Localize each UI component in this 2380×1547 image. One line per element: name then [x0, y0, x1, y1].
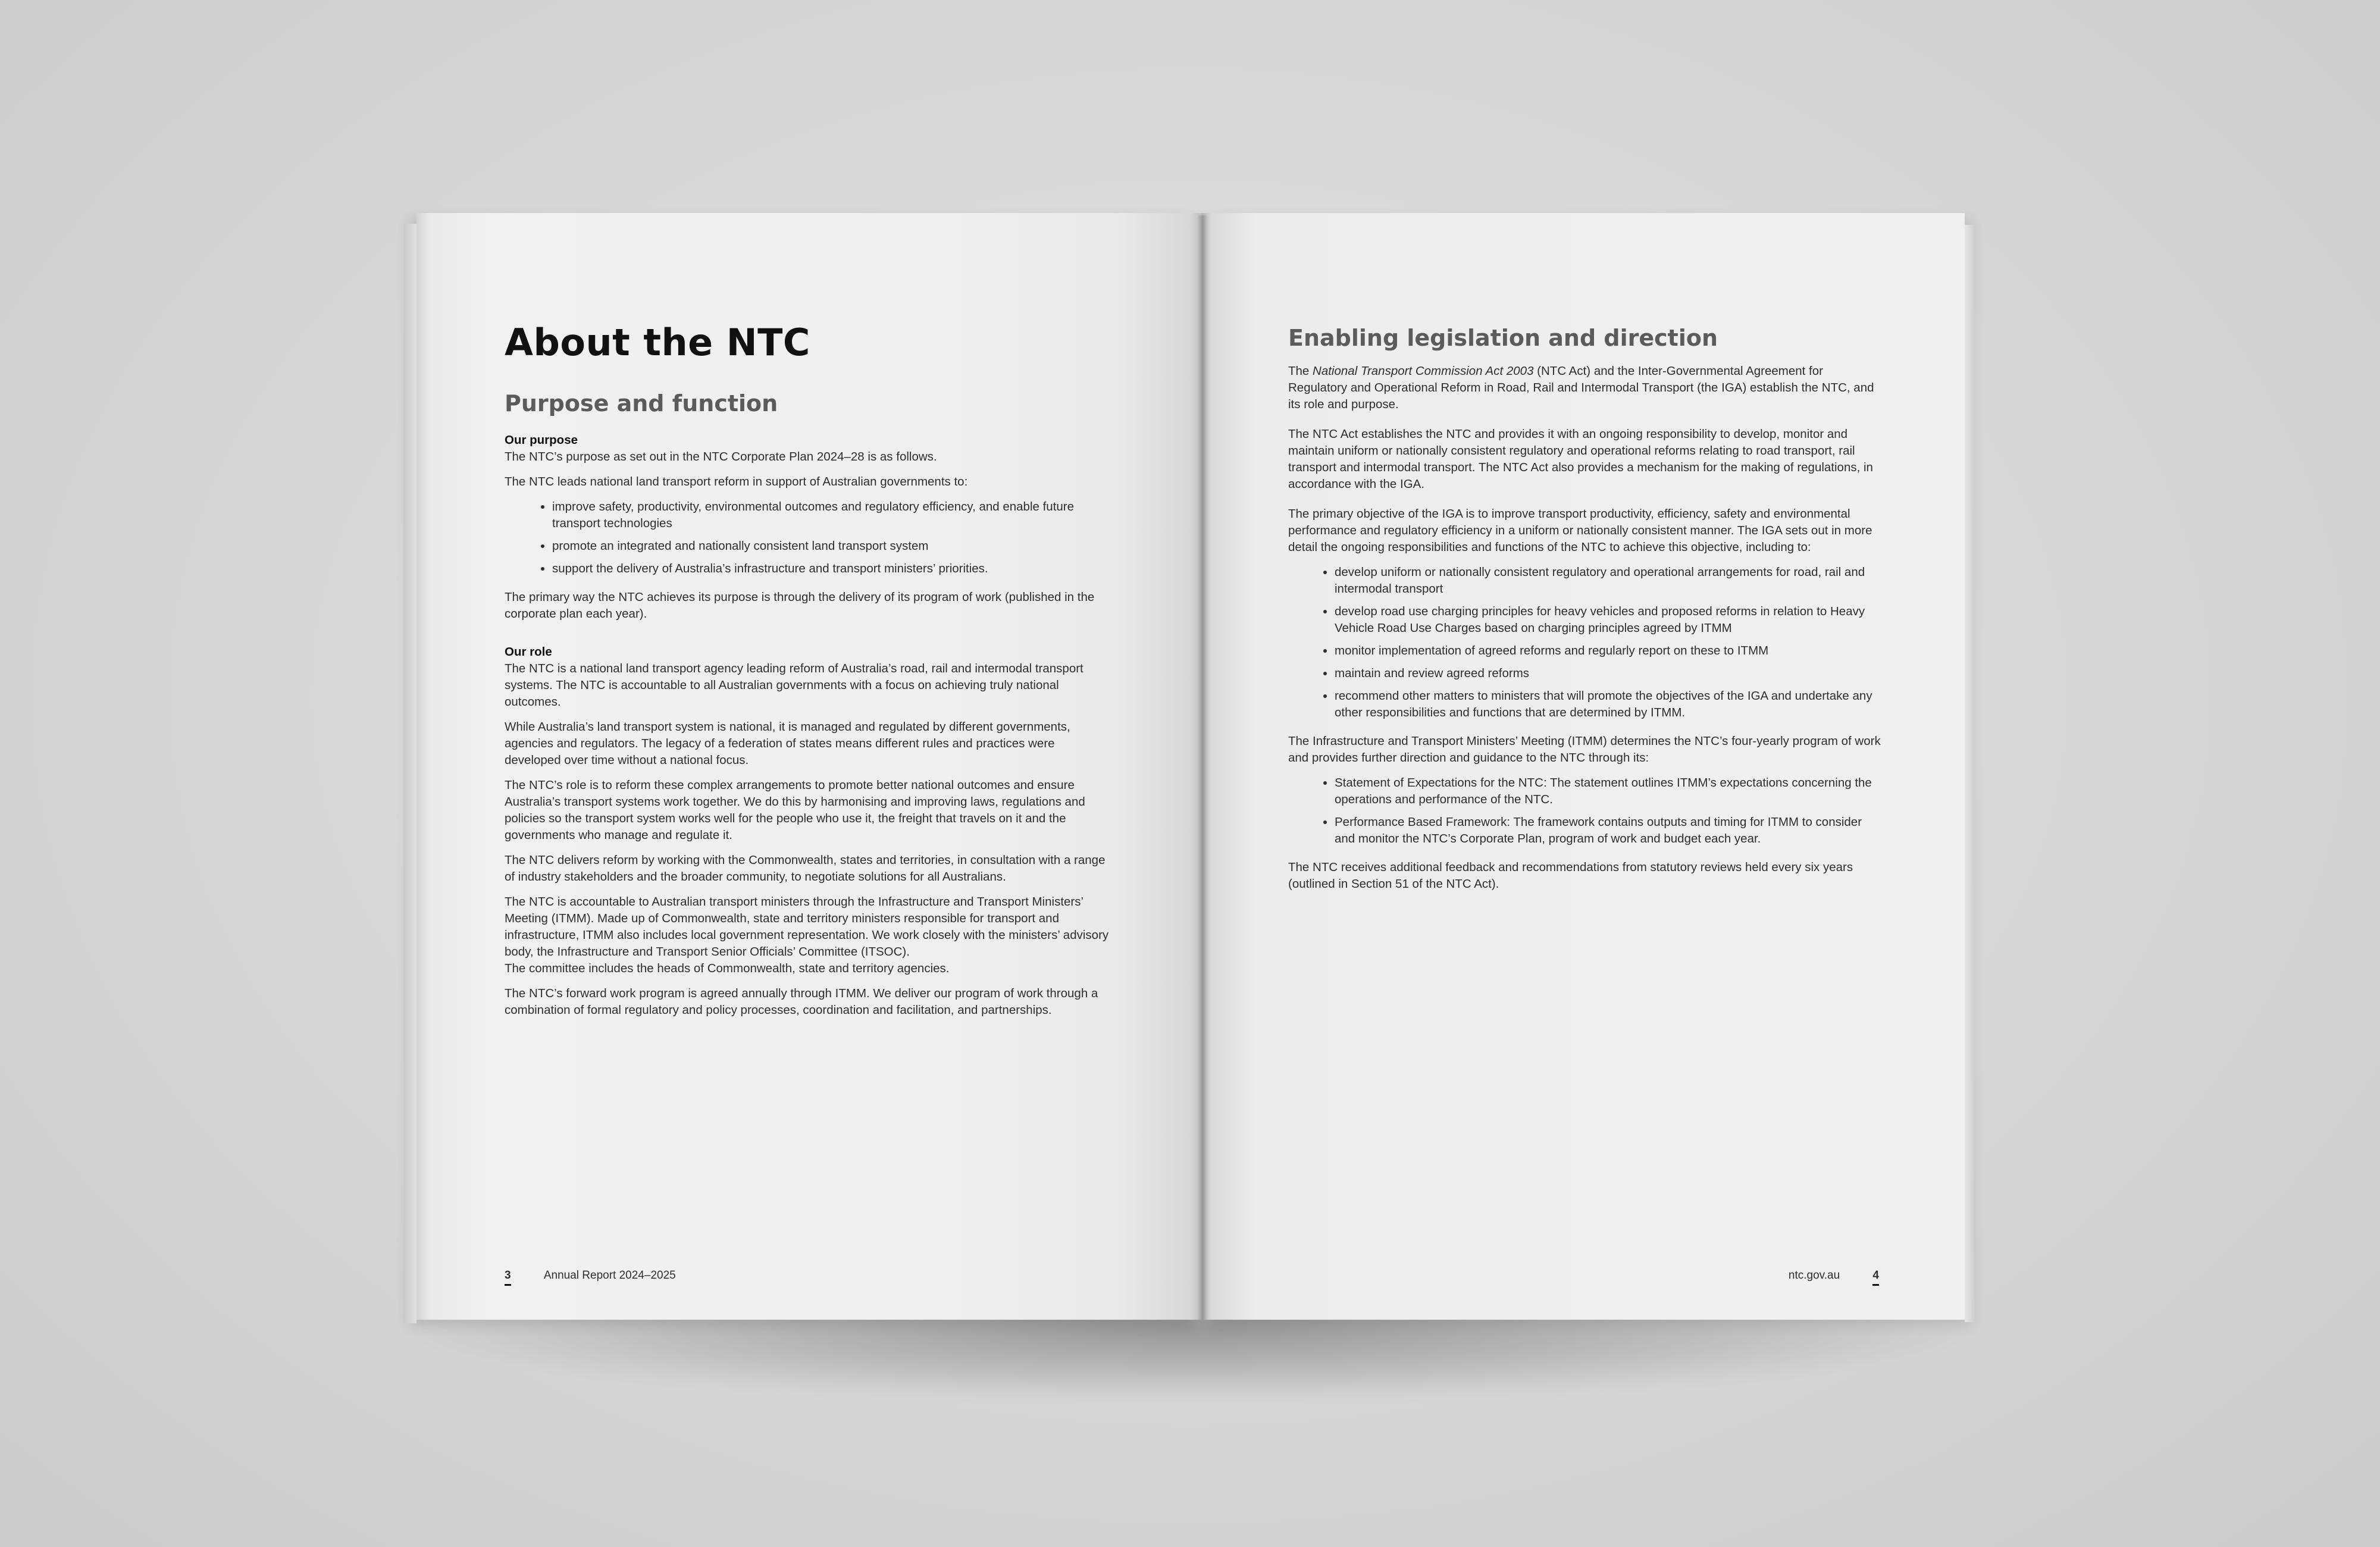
list-item: • promote an integrated and nationally consistent land transport system [552, 538, 1111, 555]
list-item: • support the delivery of Australia’s infrastructure and transport ministers’ priorities. [552, 560, 1111, 577]
legislation-intro [1288, 363, 1883, 413]
role-paragraph: The NTC’s role is to reform these complex arrangements to promote better national outcomes and ensure Australia’s transport systems work together. We do this by harmonising and improving laws, regulations and policies so the transport system works well for the people who use it, the freight that travels on it and the governments who manage and regulate it. [505, 778, 1085, 842]
para-statutory-reviews: The NTC receives additional feedback and recommendations from statutory reviews held every six years (outlined in Section 51 of the NTC Act). [1288, 860, 1853, 891]
list-item: • maintain and review agreed reforms [1335, 665, 1883, 682]
purpose-lead: The NTC leads national land transport reform in support of Australian governments to: [505, 475, 968, 488]
left-page [416, 213, 1202, 1320]
book-spine [1197, 215, 1208, 1320]
list-item: • Performance Based Framework: The framework contains outputs and timing for ITMM to consider and monitor the NTC’s Corporate Plan, program of work and budget each year. [1335, 814, 1883, 847]
intro-prefix: The [1288, 364, 1313, 378]
act-name: National Transport Commission Act 2003 [1313, 364, 1534, 378]
list-item: • improve safety, productivity, environmental outcomes and regulatory efficiency, and enable future transport technologies [552, 499, 1111, 532]
para-iga-objective: The primary objective of the IGA is to improve transport productivity, efficiency, safety and environmental performance and regulatory efficiency in a uniform or nationally consistent manner. The IGA sets out in more detail the ongoing responsibilities and functions of the NTC to achieve this objective, including to: [1288, 507, 1872, 554]
list-item: • develop road use charging principles for heavy vehicles and proposed reforms in relation to Heavy Vehicle Road Use Charges based on charging principles agreed by ITMM [1335, 603, 1883, 637]
purpose-bullet-list [505, 499, 1111, 577]
list-item: • Statement of Expectations for the NTC: The statement outlines ITMM’s expectations concerning the operations and performance of the NTC. [1335, 775, 1883, 808]
heading-our-role: Our role [505, 645, 552, 659]
page-number: 3 [505, 1269, 511, 1286]
page-title: About the NTC [505, 321, 810, 364]
list-item: • monitor implementation of agreed reforms and regularly report on these to ITMM [1335, 643, 1883, 659]
intro-rest: (NTC Act) and the Inter-Governmental Agreement for Regulatory and Operational Reform in Road, Rail and Intermodal Transport (the IGA) establish the NTC, and its role and purpose. [1288, 364, 1874, 411]
right-page-footer [1789, 1269, 1879, 1286]
role-paragraph: The NTC’s forward work program is agreed annually through ITMM. We deliver our program of work through a combination of formal regulatory and policy processes, coordination and facilitation, and partnerships. [505, 987, 1098, 1017]
section-title-enabling-legislation: Enabling legislation and direction [1288, 325, 1718, 351]
para-ntc-act: The NTC Act establishes the NTC and provides it with an ongoing responsibility to develop, monitor and maintain uniform or nationally consistent regulatory and operational reforms relating to road transport, rail transport and intermodal transport. The NTC Act also provides a mechanism for the making of regulations, in accordance with the IGA. [1288, 427, 1873, 491]
objective-bullet-list [1288, 564, 1883, 721]
running-footer-title: Annual Report 2024–2025 [543, 1269, 676, 1282]
section-title-purpose-function: Purpose and function [505, 390, 778, 416]
role-paragraph: The NTC is accountable to Australian transport ministers through the Infrastructure and Transport Ministers’ Meeting (ITMM). Made up of Commonwealth, state and territory ministers responsible for transport and infrastructure, ITMM also includes local government representation. We work closely with the ministers’ advisory body, the Infrastructure and Transport Senior Officials’ Committee (ITSOC). [505, 895, 1109, 959]
role-paragraph: The NTC delivers reform by working with the Commonwealth, states and territories, in consultation with a range of industry stakeholders and the broader community, to negotiate solutions for all Australians. [505, 853, 1106, 884]
left-page-content [505, 320, 1111, 1027]
purpose-intro: The NTC’s purpose as set out in the NTC Corporate Plan 2024–28 is as follows. [505, 450, 937, 464]
list-item: • develop uniform or nationally consistent regulatory and operational arrangements for road, rail and intermodal transport [1335, 564, 1883, 597]
left-page-footer [505, 1269, 676, 1286]
role-paragraph: While Australia’s land transport system is national, it is managed and regulated by different governments, agencies and regulators. The legacy of a federation of states means different rules and practices were developed over time without a national focus. [505, 720, 1070, 767]
right-page-content [1288, 324, 1883, 901]
website-link[interactable]: ntc.gov.au [1788, 1269, 1840, 1282]
para-itmm: The Infrastructure and Transport Ministers’ Meeting (ITMM) determines the NTC’s four-yearly program of work and provides further direction and guidance to the NTC through its: [1288, 734, 1881, 765]
heading-our-purpose: Our purpose [505, 433, 578, 447]
right-page [1202, 213, 1965, 1320]
purpose-closing: The primary way the NTC achieves its purpose is through the delivery of its program of work (published in the corporate plan each year). [505, 590, 1095, 621]
itmm-bullet-list [1288, 775, 1883, 847]
page-number: 4 [1872, 1269, 1879, 1286]
list-item: • recommend other matters to ministers that will promote the objectives of the IGA and undertake any other responsibilities and functions that are determined by ITMM. [1335, 688, 1883, 721]
role-paragraph: The NTC is a national land transport agency leading reform of Australia’s road, rail and intermodal transport systems. The NTC is accountable to all Australian governments with a focus on achieving truly national outcomes. [505, 662, 1083, 709]
role-paragraph: The committee includes the heads of Commonwealth, state and territory agencies. [505, 962, 950, 975]
